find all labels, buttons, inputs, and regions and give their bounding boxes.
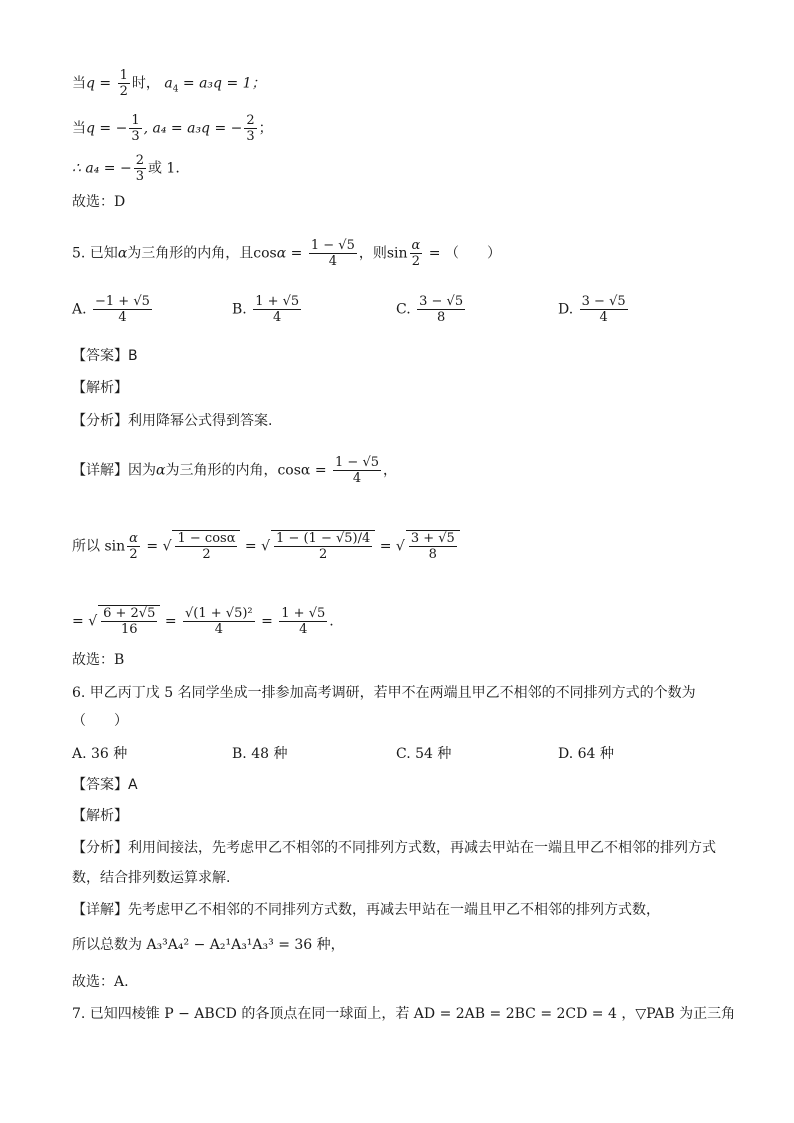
q6-option-b: B. 48 种 — [232, 746, 288, 762]
fraction: $\frac{1 + √5}{4}$ — [281, 606, 326, 637]
q5-option-a: A. $\frac{-1 + √5}{4}$ — [72, 294, 150, 325]
fraction: $\frac{\alpha}{2}$ — [129, 531, 138, 562]
fraction: $\frac{\alpha}{2}$ — [411, 238, 421, 269]
fraction: $\frac{1 - \cos\alpha}{2}$ — [177, 531, 236, 562]
q5-detail: 【详解】因为α为三角形的内角，cosα = $\frac{1 - √5}{4}$ ， — [72, 455, 397, 486]
q6-answer: 【答案】A — [72, 777, 138, 793]
q5-choice: 故选：B — [72, 652, 125, 668]
fraction: $\frac{3 - √5}{8}$ — [419, 294, 464, 325]
q5-equation-1: 所以 sin $\frac{\alpha}{2}$ = √ $\frac{1 - \cos\alpha}{2}$ = √ $\frac{1 - (1 - √5)/4}{2}$ = √ $\frac{3 + √5}{8}$ — [72, 530, 460, 562]
q6-choice: 故选：A. — [72, 974, 129, 990]
q5-analysis: 【分析】利用降幂公式得到答案. — [72, 413, 273, 429]
fraction: $\frac{6 + 2√5}{16}$ — [103, 606, 156, 637]
fraction: $\frac{1}{2}$ — [119, 68, 128, 99]
q7-stem: 7. 已知四棱锥 P − ABCD 的各顶点在同一球面上，若 AD = 2AB = 2BC = 2CD = 4 ，▽PAB 为正三角 — [72, 1006, 736, 1022]
fraction: $\frac{1 - √5}{4}$ — [335, 455, 379, 486]
q5-option-b: B. $\frac{1 + √5}{4}$ — [232, 294, 300, 325]
q6-option-c: C. 54 种 — [396, 746, 452, 762]
q5-analysis-heading: 【解析】 — [72, 380, 128, 396]
q6-analysis-heading: 【解析】 — [72, 808, 128, 824]
fraction: $\frac{-1 + √5}{4}$ — [95, 294, 150, 325]
prev-line-3: ∴ a₄ = − $\frac{2}{3}$ 或 1. — [72, 153, 180, 184]
q6-stem: 6. 甲乙丙丁戊 5 名同学坐成一排参加高考调研，若甲不在两端且甲乙不相邻的不同排列方式的个数为 — [72, 685, 696, 701]
prev-choice: 故选：D — [72, 194, 126, 210]
fraction: $\frac{\text{√(1 + √5)²}}{4}$ — [185, 606, 253, 637]
q5-answer: 【答案】B — [72, 348, 138, 364]
fraction: $\frac{1 - √5}{4}$ — [310, 238, 355, 269]
prev-line-2: 当q = − $\frac{1}{3}$ , a₄ = a₃q = − $\frac{2}{3}$ ； — [72, 113, 273, 144]
fraction: $\frac{1 + √5}{4}$ — [255, 294, 300, 325]
prev-line-1: 当q = $\frac{1}{2}$ 时， $a_4 = a_3q = 1$； — [72, 68, 266, 99]
q6-option-a: A. 36 种 — [72, 746, 128, 762]
q5-equation-2: = √ $\frac{6 + 2√5}{16}$ = $\frac{\text{√(1 + √5)²}}{4}$ = $\frac{1 + √5}{4}$ . — [72, 606, 334, 637]
q5-option-d: D. $\frac{3 - √5}{4}$ — [558, 294, 626, 325]
fraction: $\frac{1}{3}$ — [131, 113, 140, 144]
q6-stem-parens: （ ） — [72, 713, 128, 729]
fraction: $\frac{2}{3}$ — [135, 153, 144, 184]
fraction: $\frac{3 - √5}{4}$ — [581, 294, 626, 325]
q5-option-c: C. $\frac{3 - √5}{8}$ — [396, 294, 464, 325]
fraction: $\frac{3 + √5}{8}$ — [410, 531, 455, 562]
fraction: $\frac{2}{3}$ — [246, 113, 255, 144]
q6-option-d: D. 64 种 — [558, 746, 614, 762]
fraction: $\frac{1 - (1 - √5)/4}{2}$ — [276, 531, 371, 562]
q6-analysis-line-1: 【分析】利用间接法，先考虑甲乙不相邻的不同排列方式数，再减去甲站在一端且甲乙不相邻的排列方式 — [72, 840, 716, 856]
q6-analysis-line-2: 数，结合排列数运算求解. — [72, 870, 231, 886]
q6-total: 所以总数为 A₃³A₄² − A₂¹A₃¹A₃³ = 36 种， — [72, 937, 345, 953]
q6-detail: 【详解】先考虑甲乙不相邻的不同排列方式数，再减去甲站在一端且甲乙不相邻的排列方式数， — [72, 902, 660, 918]
q5-stem: 5. 已知α为三角形的内角，且cosα = $\frac{1 - √5}{4}$ ，则sin $\frac{\alpha}{2}$ = （ ） — [72, 238, 501, 269]
